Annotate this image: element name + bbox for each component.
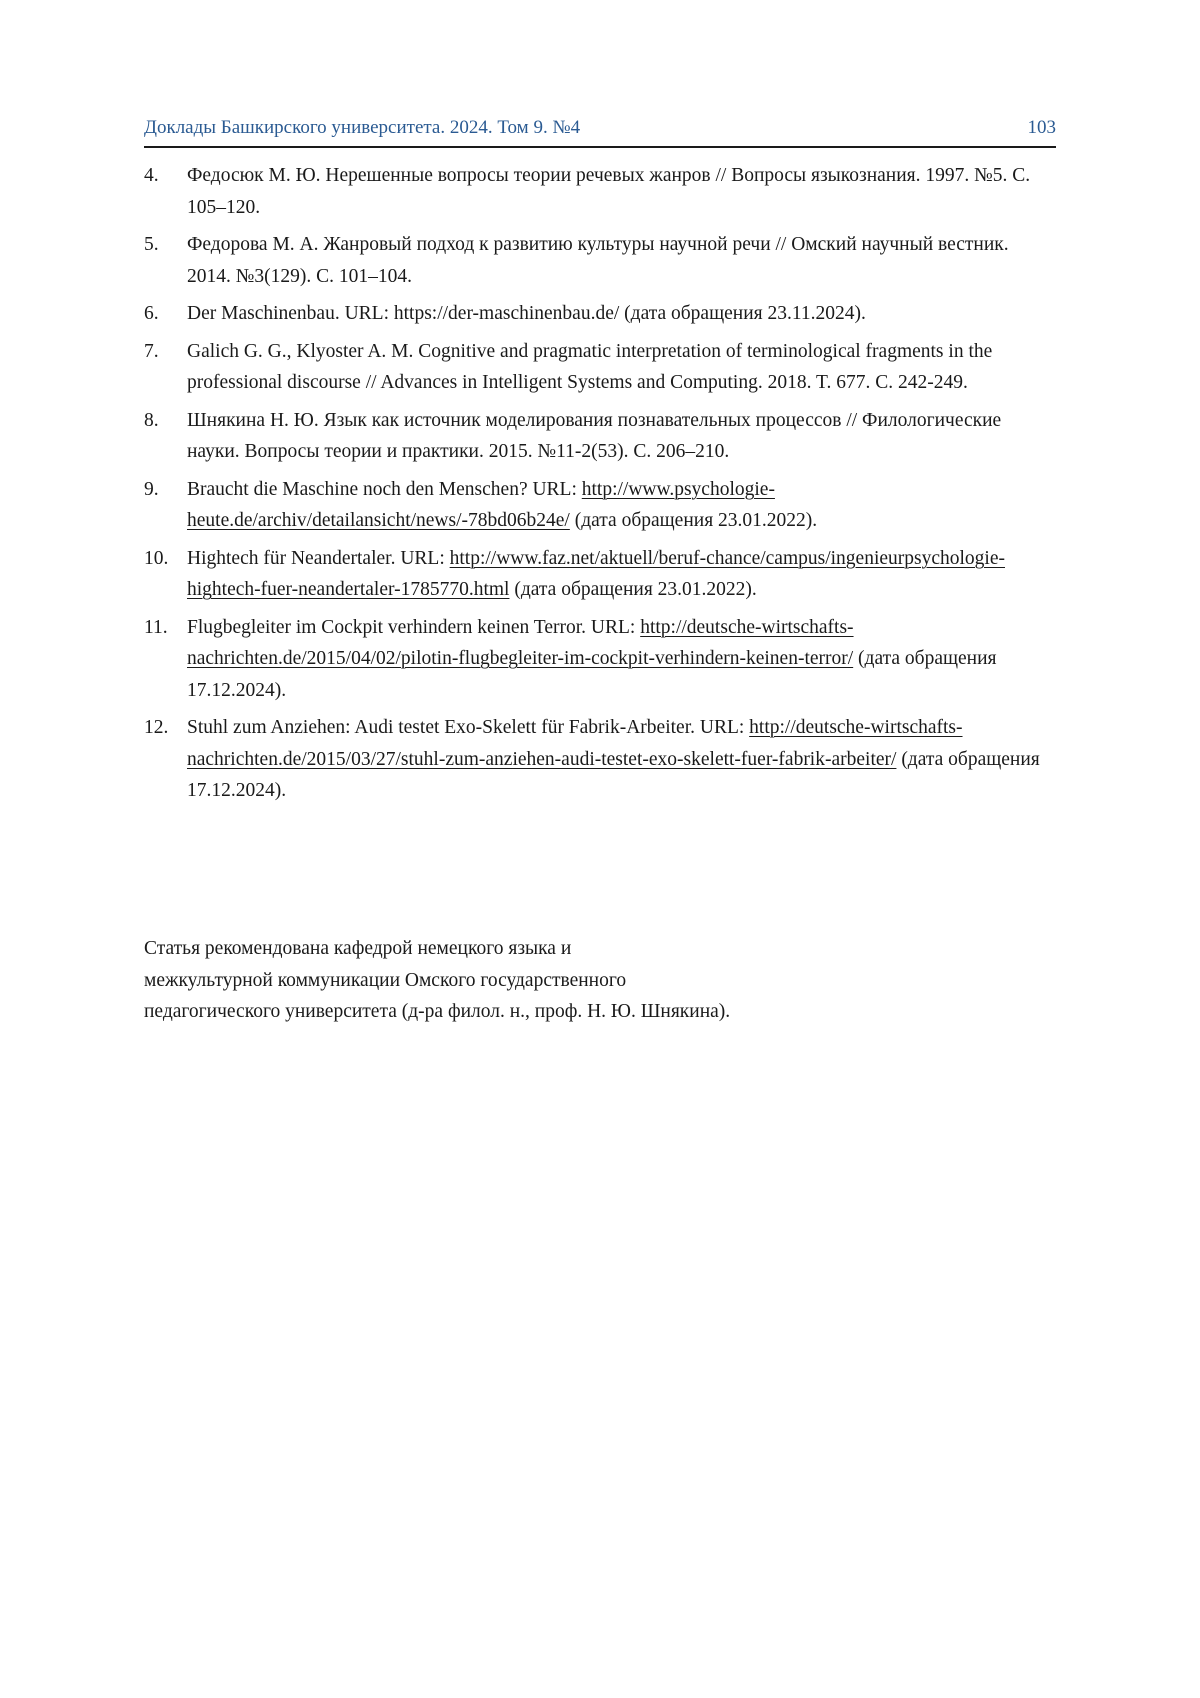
page-header: [144, 114, 1056, 148]
reference-text: [187, 474, 1056, 537]
reference-text: Шнякина Н. Ю. Язык как источник моделирования познавательных процессов // Филологические науки. Вопросы теории и практики. 2015. №11-2(53). С. 206–210.: [187, 405, 1056, 468]
reference-text: Федосюк М. Ю. Нерешенные вопросы теории речевых жанров // Вопросы языкознания. 1997. №5. С. 105–120.: [187, 160, 1056, 223]
reference-number: 4.: [144, 160, 159, 192]
reference-number: 6.: [144, 298, 159, 330]
recommendation-note: [144, 933, 844, 1028]
reference-item: [144, 298, 1056, 330]
reference-number: 8.: [144, 405, 159, 437]
journal-title: Доклады Башкирского университета. 2024. Том 9. №4: [144, 117, 580, 139]
reference-item: [144, 229, 1056, 292]
reference-item: [144, 160, 1056, 223]
recommendation-line: межкультурной коммуникации Омского государственного: [144, 965, 844, 997]
reference-item: [144, 336, 1056, 399]
page-number: 103: [1028, 117, 1057, 139]
reference-url-link[interactable]: http://www.faz.net/aktuell/beruf-chance/campus/ingenieurpsychologie-hightech-fuer-neandertaler-1785770.html: [187, 548, 1005, 601]
reference-text: Galich G. G., Klyoster A. M. Cognitive and pragmatic interpretation of terminological fragments in the professional discourse // Advances in Intelligent Systems and Computing. 2018. T. 677. C. 242-249.: [187, 336, 1056, 399]
reference-number: 5.: [144, 229, 159, 261]
reference-prefix: Braucht die Maschine noch den Menschen? URL:: [187, 479, 582, 500]
reference-access-date: (дата обращения 23.01.2022).: [570, 510, 817, 531]
reference-item: [144, 712, 1056, 807]
recommendation-line: педагогического университета (д-ра филол. н., проф. Н. Ю. Шнякина).: [144, 996, 844, 1028]
reference-url-link[interactable]: http://www.psychologie-heute.de/archiv/detailansicht/news/-78bd06b24e/: [187, 479, 775, 532]
reference-access-date: (дата обращения 23.01.2022).: [509, 579, 756, 600]
reference-number: 10.: [144, 543, 168, 575]
reference-number: 11.: [144, 612, 168, 644]
reference-access-date: (дата обращения 17.12.2024).: [187, 749, 1040, 802]
reference-text: [187, 543, 1056, 606]
reference-item: [144, 612, 1056, 707]
reference-url-link[interactable]: http://deutsche-wirtschafts-nachrichten.de/2015/04/02/pilotin-flugbegleiter-im-cockpit-verhindern-keinen-terror/: [187, 617, 854, 670]
reference-number: 9.: [144, 474, 159, 506]
reference-text: Федорова М. А. Жанровый подход к развитию культуры научной речи // Омский научный вестник. 2014. №3(129). С. 101–104.: [187, 229, 1056, 292]
reference-prefix: Flugbegleiter im Cockpit verhindern keinen Terror. URL:: [187, 617, 640, 638]
reference-prefix: Hightech für Neandertaler. URL:: [187, 548, 450, 569]
reference-text: Der Maschinenbau. URL: https://der-maschinenbau.de/ (дата обращения 23.11.2024).: [187, 298, 1056, 330]
reference-access-date: (дата обращения 17.12.2024).: [187, 648, 997, 701]
reference-item: [144, 543, 1056, 606]
reference-list: [144, 160, 1056, 813]
recommendation-line: Статья рекомендована кафедрой немецкого языка и: [144, 933, 844, 965]
reference-item: [144, 405, 1056, 468]
reference-number: 7.: [144, 336, 159, 368]
reference-item: [144, 474, 1056, 537]
reference-prefix: Stuhl zum Anziehen: Audi testet Exo-Skelett für Fabrik-Arbeiter. URL:: [187, 717, 749, 738]
reference-text: [187, 612, 1056, 707]
reference-url-link[interactable]: http://deutsche-wirtschafts-nachrichten.de/2015/03/27/stuhl-zum-anziehen-audi-testet-exo-skelett-fuer-fabrik-arbeiter/: [187, 717, 963, 770]
reference-number: 12.: [144, 712, 168, 744]
reference-text: [187, 712, 1056, 807]
